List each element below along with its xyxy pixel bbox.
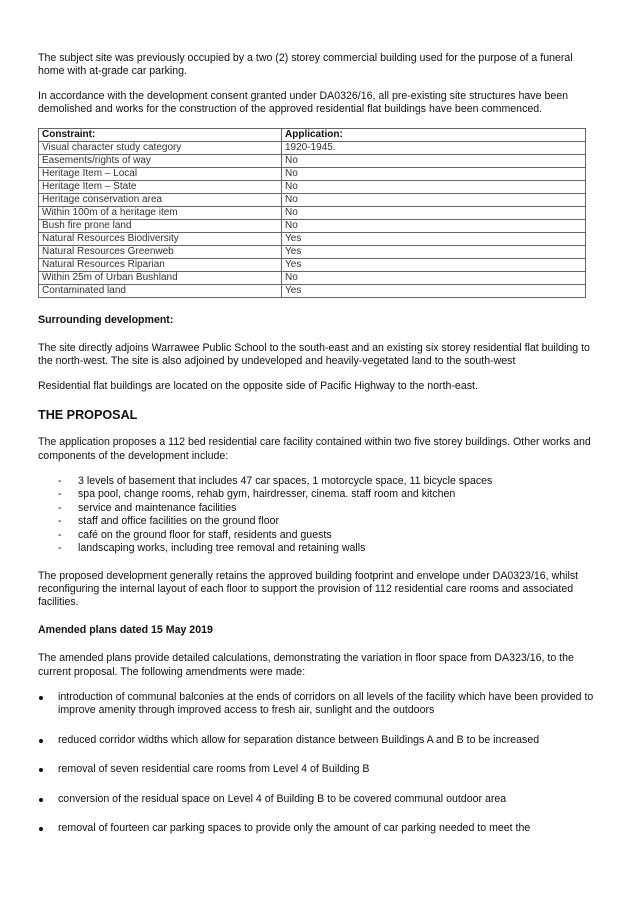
list-item: removal of fourteen car parking spaces to provide only the amount of car parking needed to meet the [38,822,600,835]
table-cell: No [282,154,586,167]
table-cell: Yes [282,284,586,297]
bullet-icon [39,696,43,700]
table-cell: Natural Resources Greenweb [39,245,282,258]
table-row [39,258,586,271]
list-item: - 3 levels of basement that includes 47 car spaces, 1 motorcycle space, 11 bicycle spaces [58,475,493,488]
bullet-icon [39,827,43,831]
table-row [39,245,586,258]
table-row [39,141,586,154]
table-row [39,180,586,193]
table-cell: Natural Resources Riparian [39,258,282,271]
list-item: - staff and office facilities on the ground floor [58,515,280,528]
table-cell: Contaminated land [39,284,282,297]
table-row [39,167,586,180]
list-item: - landscaping works, including tree removal and retaining walls [58,542,366,555]
bullet-icon [39,739,43,743]
table-cell: Natural Resources Biodiversity [39,232,282,245]
proposal-components-list [38,475,600,555]
table-cell: Within 25m of Urban Bushland [39,271,282,284]
table-row [39,206,586,219]
list-item: introduction of communal balconies at the ends of corridors on all levels of the facility which have been provided to improve amenity through improved access to fresh air, sunlight and the outdoors [38,691,600,718]
table-cell: 1920-1945. [282,141,586,154]
table-row [39,154,586,167]
table-row [39,219,586,232]
document-page [38,52,600,851]
surrounding-heading: Surrounding development: [38,313,174,326]
table-cell: Yes [282,258,586,271]
table-header-row [39,128,586,141]
bullet-icon [39,768,43,772]
list-item: - café on the ground floor for staff, residents and guests [58,528,332,541]
list-item: removal of seven residential care rooms from Level 4 of Building B [38,763,600,776]
constraints-table [38,128,586,298]
intro-paragraph-1: The subject site was previously occupied by a two (2) storey commercial building used for the purpose of a funeral home with at-grade car parking. [38,52,573,78]
amendments-list [38,691,600,835]
table-cell: Visual character study category [39,141,282,154]
table-cell: Yes [282,245,586,258]
table-cell: No [282,180,586,193]
intro-paragraph-2: In accordance with the development consent granted under DA0326/16, all pre-existing site structures have been demolished and works for the construction of the approved residential flat buildings have been commenced. [38,89,569,116]
proposal-heading: THE PROPOSAL [38,408,138,423]
table-row [39,271,586,284]
table-cell: No [282,219,586,232]
table-cell: Bush fire prone land [39,219,282,232]
list-item: reduced corridor widths which allow for separation distance between Buildings A and B to be increased [38,734,600,747]
surrounding-paragraph-1: The site directly adjoins Warrawee Public School to the south-east and an existing six storey residential flat building to the north-west. The site is also adjoined by undeveloped and heavily-vegetated land to the south-west [38,342,590,368]
table-row [39,193,586,206]
table-cell: Heritage Item – Local [39,167,282,180]
table-header-constraint: Constraint: [39,128,282,141]
table-row [39,232,586,245]
list-item: conversion of the residual space on Level 4 of Building B to be covered communal outdoor area [38,793,600,806]
amended-plans-heading: Amended plans dated 15 May 2019 [38,623,213,636]
table-cell: No [282,193,586,206]
table-cell: Within 100m of a heritage item [39,206,282,219]
table-cell: Heritage conservation area [39,193,282,206]
surrounding-paragraph-2: Residential flat buildings are located on the opposite side of Pacific Highway to the north-east. [38,379,478,392]
table-row [39,284,586,297]
table-cell: Easements/rights of way [39,154,282,167]
table-cell: No [282,271,586,284]
table-cell: No [282,206,586,219]
bullet-icon [39,798,43,802]
proposal-paragraph-1: The application proposes a 112 bed residential care facility contained within two five storey buildings. Other works and components of the development include: [38,436,591,462]
proposal-paragraph-2: The proposed development generally retains the approved building footprint and envelope under DA0323/16, whilst reconfiguring the internal layout of each floor to support the provision of 112 residential care rooms and associated facilities. [38,569,579,609]
list-item: - spa pool, change rooms, rehab gym, hairdresser, cinema. staff room and kitchen [58,488,456,501]
table-header-application: Application: [282,128,586,141]
table-cell: No [282,167,586,180]
table-cell: Heritage Item – State [39,180,282,193]
table-cell: Yes [282,232,586,245]
amended-paragraph-1: The amended plans provide detailed calculations, demonstrating the variation in floor space from DA323/16, to the current proposal. The following amendments were made: [38,652,574,678]
list-item: - service and maintenance facilities [58,501,237,514]
